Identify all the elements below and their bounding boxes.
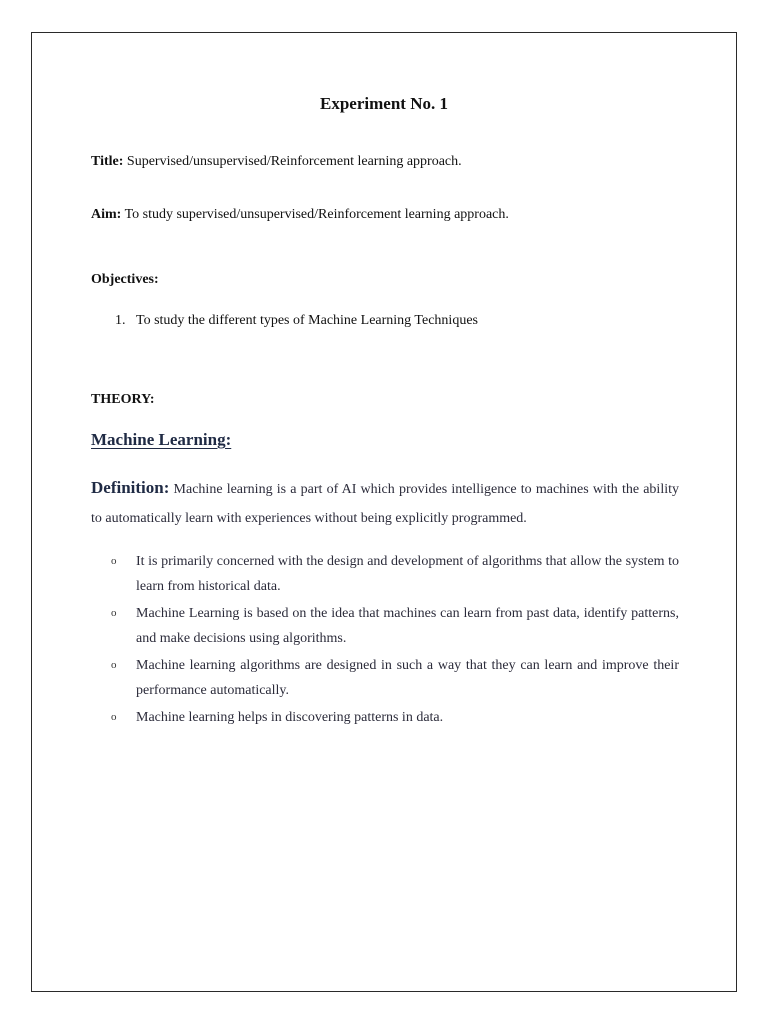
definition-label: Definition: [91, 478, 170, 497]
objective-number: 1. [115, 313, 126, 328]
bullet-list [111, 549, 679, 732]
list-item [111, 705, 679, 730]
bullet-marker-icon: o [111, 607, 117, 619]
section-heading: Machine Learning: [91, 430, 232, 449]
bullet-marker-icon: o [111, 659, 117, 671]
bullet-text: Machine Learning is based on the idea that machines can learn from past data, identify patterns, and make decisions using algorithms. [136, 606, 679, 646]
bullet-marker-icon: o [111, 711, 117, 723]
bullet-text: Machine learning algorithms are designed in such a way that they can learn and improve their performance automatically. [136, 658, 679, 698]
title-line [91, 154, 462, 170]
objective-text: To study the different types of Machine Learning Techniques [136, 313, 478, 328]
list-item [111, 601, 679, 651]
theory-label: THEORY: [91, 392, 155, 407]
objective-item [115, 313, 478, 329]
objectives-label: Objectives: [91, 272, 159, 287]
aim-text: To study supervised/unsupervised/Reinforcement learning approach. [121, 207, 509, 222]
bullet-text: Machine learning helps in discovering patterns in data. [136, 710, 444, 725]
document-page [31, 32, 737, 992]
aim-label: Aim: [91, 207, 122, 222]
bullet-marker-icon: o [111, 555, 117, 567]
aim-line [91, 207, 509, 223]
list-item [111, 653, 679, 703]
list-item [111, 549, 679, 599]
title-label: Title: [91, 154, 124, 169]
definition-text: Machine learning is a part of AI which provides intelligence to machines with the ability to automatically learn with experiences without being explicitly programmed. [91, 482, 679, 526]
definition-paragraph [91, 473, 679, 533]
title-text: Supervised/unsupervised/Reinforcement learning approach. [123, 154, 462, 169]
experiment-heading: Experiment No. 1 [320, 94, 448, 113]
bullet-text: It is primarily concerned with the design and development of algorithms that allow the system to learn from historical data. [136, 554, 679, 594]
